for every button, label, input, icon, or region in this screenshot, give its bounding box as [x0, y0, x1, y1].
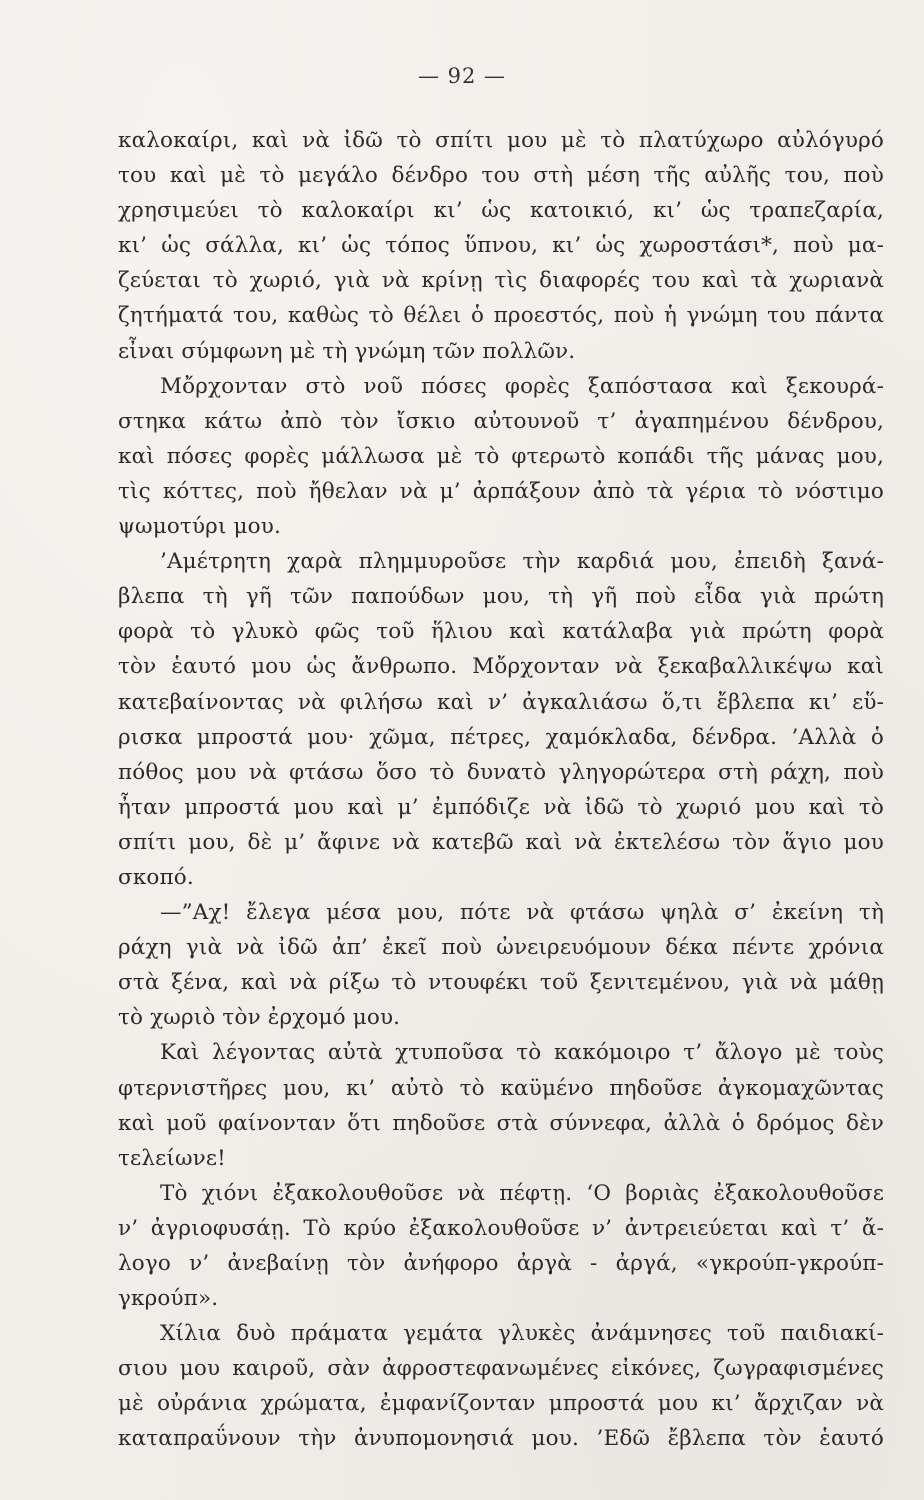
- text-line: τὶς κόττες, ποὺ ἤθελαν νὰ μ’ ἀρπάξουν ἀπὸ τὰ γέρια τὸ νόστιμο: [118, 478, 884, 504]
- text-line: φορὰ τὸ γλυκὸ φῶς τοῦ ἥλιου καὶ κατάλαβα γιὰ πρώτη φορὰ: [118, 619, 884, 645]
- text-line: καλοκαίρι, καὶ νὰ ἰδῶ τὸ σπίτι μου μὲ τὸ πλατύχωρο αὐλόγυρό: [118, 128, 884, 153]
- text-line: τελείωνε!: [118, 1145, 226, 1171]
- text-line: Τὸ χιόνι ἐξακολουθοῦσε νὰ πέφτῃ. ‘Ο βοριὰς ἐξακολουθοῦσε: [160, 1180, 884, 1206]
- text-line: μὲ οὐράνια χρώματα, ἐμφανίζονταν μπροστά μου κι’ ἄρχιζαν νὰ: [118, 1391, 884, 1417]
- text-line: ν’ ἀγριοφυσάῃ. Τὸ κρύο ἐξακολουθοῦσε ν’ ἀντρειεύεται καὶ τ’ ἄ-: [118, 1215, 884, 1241]
- text-line: του καὶ μὲ τὸ μεγάλο δένδρο του στὴ μέση τῆς αὐλῆς του, ποὺ: [118, 163, 884, 189]
- text-line: γκρούπ».: [118, 1286, 219, 1312]
- page-number: — 92 —: [417, 64, 507, 88]
- text-line: ψωμοτύρι μου.: [118, 514, 281, 540]
- text-line: ράχη γιὰ νὰ ἰδῶ ἀπ’ ἐκεῖ ποὺ ὠνειρευόμουν δέκα πέντε χρόνια: [118, 935, 884, 961]
- text-line: καὶ μοῦ φαίνονταν ὅτι πηδοῦσε στὰ σύννεφα, ἀλλὰ ὁ δρόμος δὲν: [118, 1110, 884, 1136]
- text-line: κι’ ὡς σάλλα, κι’ ὡς τόπος ὕπνου, κι’ ὡς χωροστάσι*, ποὺ μα-: [118, 233, 884, 259]
- text-line: φτερνιστῆρες μου, κι’ αὐτὸ τὸ καϋμένο πηδοῦσε ἀγκομαχῶντας: [118, 1075, 884, 1101]
- text-line: στὰ ξένα, καὶ νὰ ρίξω τὸ ντουφέκι τοῦ ξενιτεμένου, γιὰ νὰ μάθῃ: [118, 970, 884, 996]
- text-line: στηκα κάτω ἀπὸ τὸν ἴσκιο αὐτουνοῦ τ’ ἀγαπημένου δένδρου,: [118, 408, 884, 434]
- text-line: Χίλια δυὸ πράματα γεμάτα γλυκὲς ἀνάμνησες τοῦ παιδιακί-: [160, 1321, 884, 1347]
- text-line: καὶ πόσες φορὲς μάλλωσα μὲ τὸ φτερωτὸ κοπάδι τῆς μάνας μου,: [118, 443, 884, 469]
- text-line: τὸ χωριὸ τὸν ἐρχομό μου.: [118, 1005, 401, 1031]
- text-line: κατεβαίνοντας νὰ φιλήσω καὶ ν’ ἀγκαλιάσω ὅ,τι ἔβλεπα κι’ εὕ-: [118, 689, 884, 715]
- text-line: —”Αχ! ἔλεγα μέσα μου, πότε νὰ φτάσω ψηλὰ σ’ ἐκείνη τὴ: [160, 900, 884, 926]
- text-line: σκοπό.: [118, 864, 194, 890]
- text-line: καταπραΰνουν τὴν ἀνυπομονησιά μου. ’Εδῶ ἔβλεπα τὸν ἑαυτό: [118, 1426, 884, 1452]
- text-line: σιου μου καιροῦ, σὰν ἀφροστεφανωμένες εἰκόνες, ζωγραφισμένες: [118, 1356, 884, 1382]
- text-line: ρισκα μπροστά μου· χῶμα, πέτρες, χαμόκλαδα, δένδρα. ’Αλλὰ ὁ: [118, 724, 884, 750]
- text-line: Καὶ λέγοντας αὐτὰ χτυποῦσα τὸ κακόμοιρο τ’ ἄλογο μὲ τοὺς: [160, 1040, 884, 1066]
- text-line: βλεπα τὴ γῆ τῶν παπούδων μου, τὴ γῆ ποὺ εἶδα γιὰ πρώτη: [118, 584, 884, 610]
- text-line: πόθος μου νὰ φτάσω ὅσο τὸ δυνατὸ γληγορώτερα στὴ ράχη, ποὺ: [118, 759, 884, 785]
- body-text: [118, 123, 884, 1457]
- text-line: χρησιμεύει τὸ καλοκαίρι κι’ ὡς κατοικιό, κι’ ὡς τραπεζαρία,: [118, 198, 884, 224]
- text-line: Μὄρχονταν στὸ νοῦ πόσες φορὲς ξαπόστασα καὶ ξεκουρά-: [160, 373, 884, 399]
- text-line: τὸν ἑαυτό μου ὡς ἄνθρωπο. Μὄρχονταν νὰ ξεκαβαλλικέψω καὶ: [118, 654, 884, 680]
- text-line: λογο ν’ ἀνεβαίνῃ τὸν ἀνήφορο ἀργὰ - ἀργά, «γκρούπ-γκρούπ-: [118, 1251, 884, 1276]
- text-line: ζεύεται τὸ χωριό, γιὰ νὰ κρίνῃ τὶς διαφορές του καὶ τὰ χωριανὰ: [118, 268, 884, 294]
- text-line: σπίτι μου, δὲ μ’ ἄφινε νὰ κατεβῶ καὶ νὰ ἐκτελέσω τὸν ἅγιο μου: [118, 829, 884, 855]
- text-line: εἶναι σύμφωνη μὲ τὴ γνώμη τῶν πολλῶν.: [118, 338, 576, 364]
- text-line: ζητήματά του, καθὼς τὸ θέλει ὁ προεστός, ποὺ ἡ γνώμη του πάντα: [118, 303, 884, 329]
- text-line: ’Αμέτρητη χαρὰ πλημμυροῦσε τὴν καρδιά μου, ἐπειδὴ ξανά-: [160, 549, 884, 575]
- text-line: ἦταν μπροστά μου καὶ μ’ ἐμπόδιζε νὰ ἰδῶ τὸ χωριό μου καὶ τὸ: [118, 794, 884, 820]
